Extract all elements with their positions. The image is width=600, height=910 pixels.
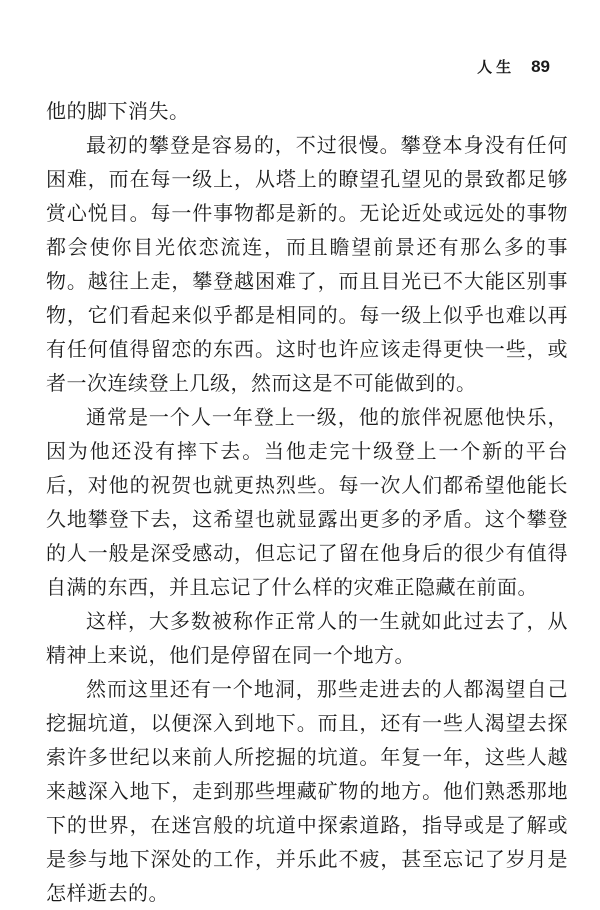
paragraph: 最初的攀登是容易的，不过很慢。攀登本身没有任何困难，而在每一级上，从塔上的瞭望孔望见的景致都足够赏心悦目。每一件事物都是新的。无论近处或远处的事物都会使你目光依恋流连，而且瞻望前景还有那么多的事物。越往上走，攀登越困难了，而且目光已不大能区别事物，它们看起来似乎都是相同的。每一级上似乎也难以再有任何值得留恋的东西。这时也许应该走得更快一些，或者一次连续登上几级，然而这是不可能做到的。 [46,133,568,395]
paragraph-continuation: 他的脚下消失。 [46,99,190,123]
paragraph: 然而这里还有一个地洞，那些走进去的人都渴望自己挖掘坑道，以便深入到地下。而且，还有一些人渴望去探索许多世纪以来前人所挖掘的坑道。年复一年，这些人越来越深入地下，走到那些埋藏矿物的地方。他们熟悉那地下的世界，在迷宫般的坑道中探索道路，指导或是了解或是参与地下深处的工作，并乐此不疲，甚至忘记了岁月是怎样逝去的。 [46,677,568,905]
running-header [477,56,550,82]
body-text [46,94,568,910]
paragraph: 通常是一个人一年登上一级，他的旅伴祝愿他快乐，因为他还没有摔下去。当他走完十级登上一个新的平台后，对他的祝贺也就更热烈些。每一次人们都希望他能长久地攀登下去，这希望也就显露出更多的矛盾。这个攀登的人一般是深受感动，但忘记了留在他身后的很少有值得自满的东西，并且忘记了什么样的灾难正隐藏在前面。 [46,405,568,599]
page-number: 89 [531,57,550,76]
paragraph: 这样，大多数被称作正常人的一生就如此过去了，从精神上来说，他们是停留在同一个地方。 [46,609,568,667]
running-header-title: 人生 [477,58,516,76]
